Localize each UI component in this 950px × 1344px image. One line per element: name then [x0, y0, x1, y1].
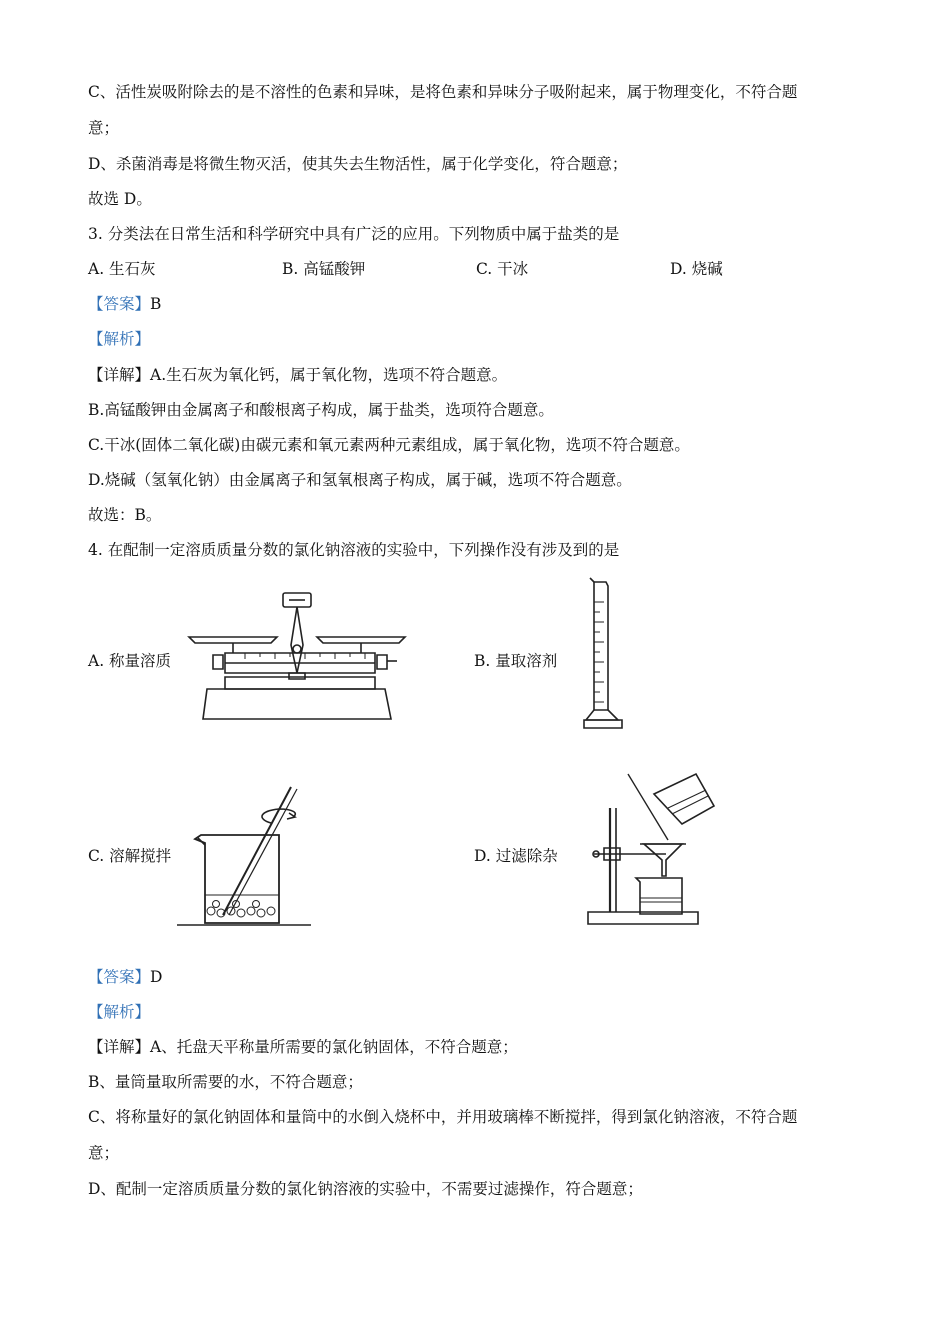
- balance-icon: [185, 585, 410, 725]
- q3-option-d: D. 烧碱: [670, 260, 723, 278]
- q2-option-c-text: C、活性炭吸附除去的是不溶性的色素和异味，是将色素和异味分子吸附起来，属于物理变化，不符合题: [88, 83, 798, 101]
- q3-detail-a: [88, 364, 507, 386]
- q4-answer: [88, 966, 162, 988]
- q3-option-b: B. 高锰酸钾: [282, 260, 366, 278]
- q4-figure-a-label: A. 称量溶质: [88, 652, 172, 670]
- q3-stem: 3. 分类法在日常生活和科学研究中具有广泛的应用。下列物质中属于盐类的是: [88, 225, 620, 243]
- q2-option-d-text: D、杀菌消毒是将微生物灭活，使其失去生物活性，属于化学变化，符合题意；: [88, 155, 628, 173]
- detail-tag: 【详解】: [88, 1038, 151, 1056]
- q2-option-c-text-cont: 意；: [88, 119, 120, 137]
- answer-tag: 【答案】: [88, 295, 151, 313]
- q4-detail-c-cont: 意；: [88, 1144, 120, 1162]
- filtration-icon: [582, 768, 720, 933]
- detail-text: A.生石灰为氧化钙，属于氧化物，选项不符合题意。: [150, 366, 508, 384]
- q3-option-c: C. 干冰: [476, 260, 529, 278]
- q3-answer: [88, 293, 161, 315]
- q4-analysis-tag: 【解析】: [88, 1003, 151, 1021]
- q3-analysis-tag: 【解析】: [88, 330, 151, 348]
- q4-detail-b: B、量筒量取所需要的水，不符合题意；: [88, 1073, 363, 1091]
- q3-detail-d: D.烧碱（氢氧化钠）由金属离子和氢氧根离子构成，属于碱，选项不符合题意。: [88, 471, 632, 489]
- detail-text: A、托盘天平称量所需要的氯化钠固体，不符合题意；: [150, 1038, 518, 1056]
- q4-figure-b-label: B. 量取溶剂: [474, 652, 558, 670]
- q3-detail-c: C.干冰(固体二氧化碳)由碳元素和氧元素两种元素组成，属于氧化物，选项不符合题意。: [88, 436, 690, 454]
- answer-tag: 【答案】: [88, 968, 151, 986]
- q3-choice: 故选：B。: [88, 506, 162, 524]
- answer-value: B: [150, 295, 162, 313]
- q4-figure-c-label: C. 溶解搅拌: [88, 847, 172, 865]
- q4-detail-c: C、将称量好的氯化钠固体和量筒中的水倒入烧杯中，并用玻璃棒不断搅拌，得到氯化钠溶液，不符合题: [88, 1108, 798, 1126]
- detail-tag: 【详解】: [88, 366, 151, 384]
- q2-choice: 故选 D。: [88, 190, 152, 208]
- q4-detail-d: D、配制一定溶质质量分数的氯化钠溶液的实验中，不需要过滤操作，符合题意；: [88, 1180, 643, 1198]
- q3-detail-b: B.高锰酸钾由金属离子和酸根离子构成，属于盐类，选项符合题意。: [88, 401, 554, 419]
- q4-stem: 4. 在配制一定溶质质量分数的氯化钠溶液的实验中，下列操作没有涉及到的是: [88, 541, 620, 559]
- q4-detail-a: [88, 1036, 518, 1058]
- q3-option-a: A. 生石灰: [88, 260, 156, 278]
- beaker-stirring-icon: [175, 783, 315, 931]
- q4-figure-d-label: D. 过滤除杂: [474, 847, 558, 865]
- answer-value: D: [150, 968, 163, 986]
- graduated-cylinder-icon: [580, 578, 640, 732]
